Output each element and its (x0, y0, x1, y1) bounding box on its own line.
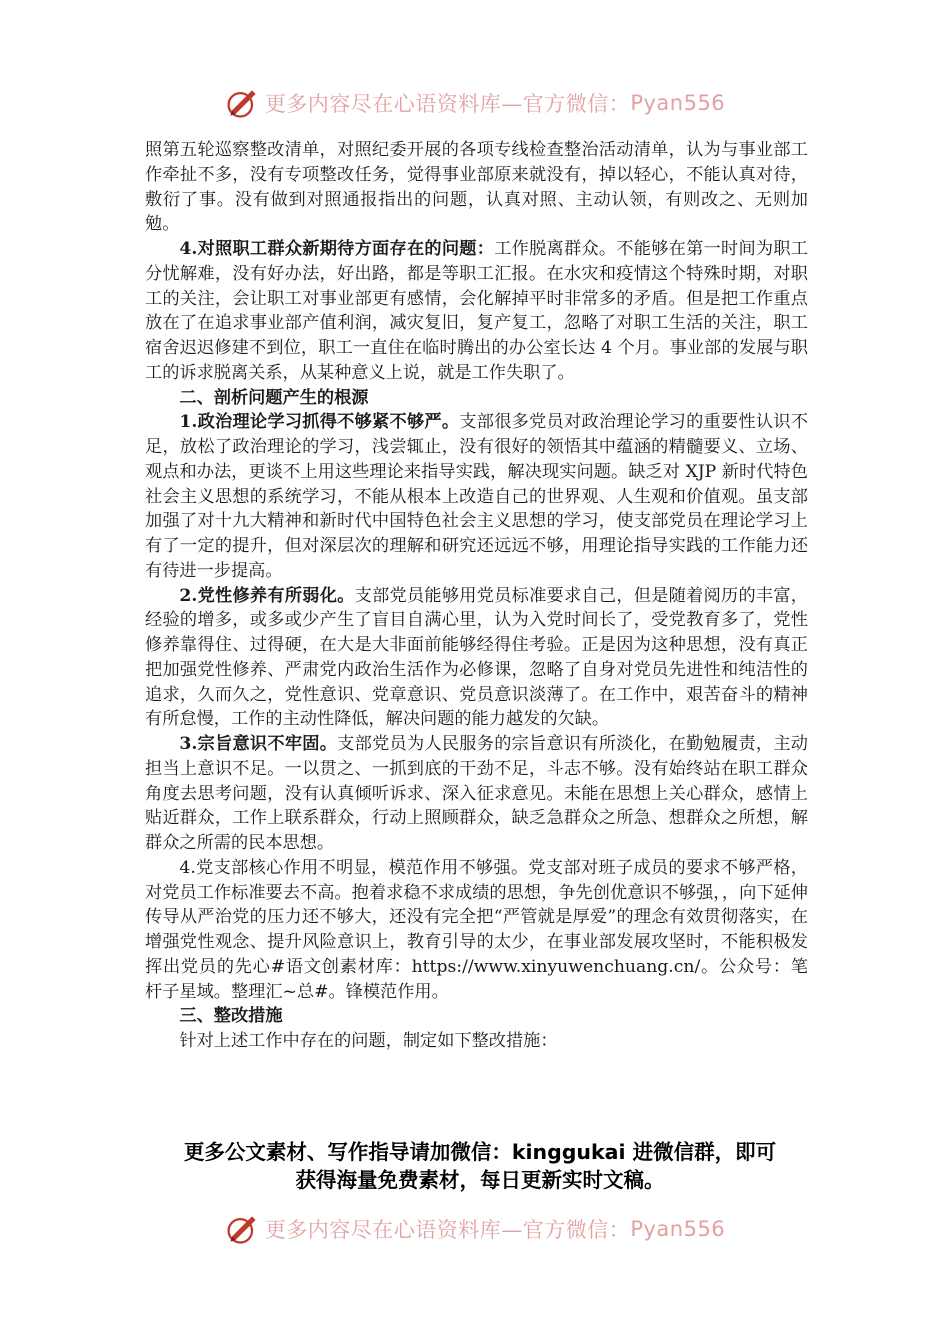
section-heading: 二、剖析问题产生的根源 (179, 387, 369, 408)
watermark-header (0, 81, 950, 125)
paragraph-heading: 4.对照职工群众新期待方面存在的问题： (179, 239, 495, 259)
paragraph: 3.宗旨意识不牢固。支部党员为人民服务的宗旨意识有所淡化，在勤勉履责，主动担当上意识不足。一以贯之、一抓到底的干劲不足，斗志不够。没有始终站在职工群众角度去思考问题，没有认真倾听诉求、深入征求意见。未能在思想上关心群众，感情上贴近群众，工作上联系群众，行动上照顾群众，缺乏急群众之所急、想群众之所想，解群众之所需的民本思想。 (145, 734, 808, 853)
promo-banner (140, 1138, 820, 1194)
paragraph-heading: 2.党性修养有所弱化。 (179, 585, 355, 606)
section-heading: 三、整改措施 (179, 1006, 283, 1027)
pen-logo-icon (225, 85, 261, 121)
watermark-text: 更多内容尽在心语资料库—官方微信： (264, 92, 631, 116)
paragraph-heading: 3.宗旨意识不牢固。 (179, 734, 338, 754)
promo-line: 更多公文素材、写作指导请加微信：kinggukai 进微信群，即可 (183, 1140, 777, 1164)
watermark-text: 更多内容尽在心语资料库—官方微信： (264, 1218, 631, 1242)
paragraph: 4.对照职工群众新期待方面存在的问题：工作脱离群众。不能够在第一时间为职工分忧解难，没有好办法，好出路，都是等职工汇报。在水灾和疫情这个特殊时期，对职工的关注，会让职工对事业部更有感情，会化解掉平时非常多的矛盾。但是把工作重点放在了在追求事业部产值利润，减灾复旧，复产复工，忽略了对职工生活的关注，职工宿舍迟迟修建不到位，职工一直住在临时腾出的办公室长达 4 个月。事业部的发展与职工的诉求脱离关系，从某种意义上说，就是工作失职了。 (145, 239, 808, 383)
watermark-wechat-id: Pyan556 (630, 1217, 726, 1241)
paragraph: 照第五轮巡察整改清单，对照纪委开展的各项专线检查整治活动清单，认为与事业部工作牵扯不多，没有专项整改任务，觉得事业部原来就没有，掉以轻心，不能认真对待，敷衍了事。没有做到对照通报指出的问题，认真对照、主动认领，有则改之、无则加勉。 (145, 140, 808, 235)
promo-line: 获得海量免费素材，每日更新实时文稿。 (295, 1168, 665, 1192)
paragraph: 1.政治理论学习抓得不够紧不够严。支部很多党员对政治理论学习的重要性认识不足，放松了政治理论的学习，浅尝辄止，没有很好的领悟其中蕴涵的精髓要义、立场、观点和办法，更谈不上用这些理论来指导实践，解决现实问题。缺乏对 XJP 新时代特色社会主义思想的系统学习，不能从根本上改造自己的世界观、人生观和价值观。虽支部加强了对十九大精神和新时代中国特色社会主义思想的学习，使支部党员在理论学习上有了一定的提升，但对深层次的理解和研究还远远不够，用理论指导实践的工作能力还有待进一步提高。 (145, 412, 808, 581)
pen-logo-icon (225, 1211, 261, 1247)
paragraph-heading: 1.政治理论学习抓得不够紧不够严。 (179, 412, 460, 433)
paragraph: 针对上述工作中存在的问题，制定如下整改措施： (179, 1031, 558, 1051)
document-body (145, 138, 808, 1054)
paragraph: 4.党支部核心作用不明显，模范作用不够强。党支部对班子成员的要求不够严格，对党员工作标准要去不高。抱着求稳不求成绩的思想，争先创优意识不够强，，向下延伸传导从严治党的压力还不够大，还没有完全把“严管就是厚爱”的理念有效贯彻落实，在增强党性观念、提升风险意识上，教育引导的太少，在事业部发展攻坚时，不能积极发挥出党员的先心#语文创素材库：https://www.xinyuwenchuang.cn/。公众号：笔杆子星域。整理汇~总#。锋模范作用。 (145, 857, 808, 1002)
watermark-footer (0, 1207, 950, 1251)
paragraph: 2.党性修养有所弱化。支部党员能够用党员标准要求自己，但是随着阅历的丰富，经验的增多，或多或少产生了盲目自满心里，认为入党时间长了，受党教育多了，党性修养靠得住、过得硬，在大是大非面前能够经得住考验。正是因为这种思想，没有真正把加强党性修养、严肃党内政治生活作为必修课，忽略了自身对党员先进性和纯洁性的追求，久而久之，党性意识、党章意识、党员意识淡薄了。在工作中，艰苦奋斗的精神有所怠慢，工作的主动性降低，解决问题的能力越发的欠缺。 (145, 585, 808, 730)
watermark-wechat-id: Pyan556 (630, 91, 726, 115)
